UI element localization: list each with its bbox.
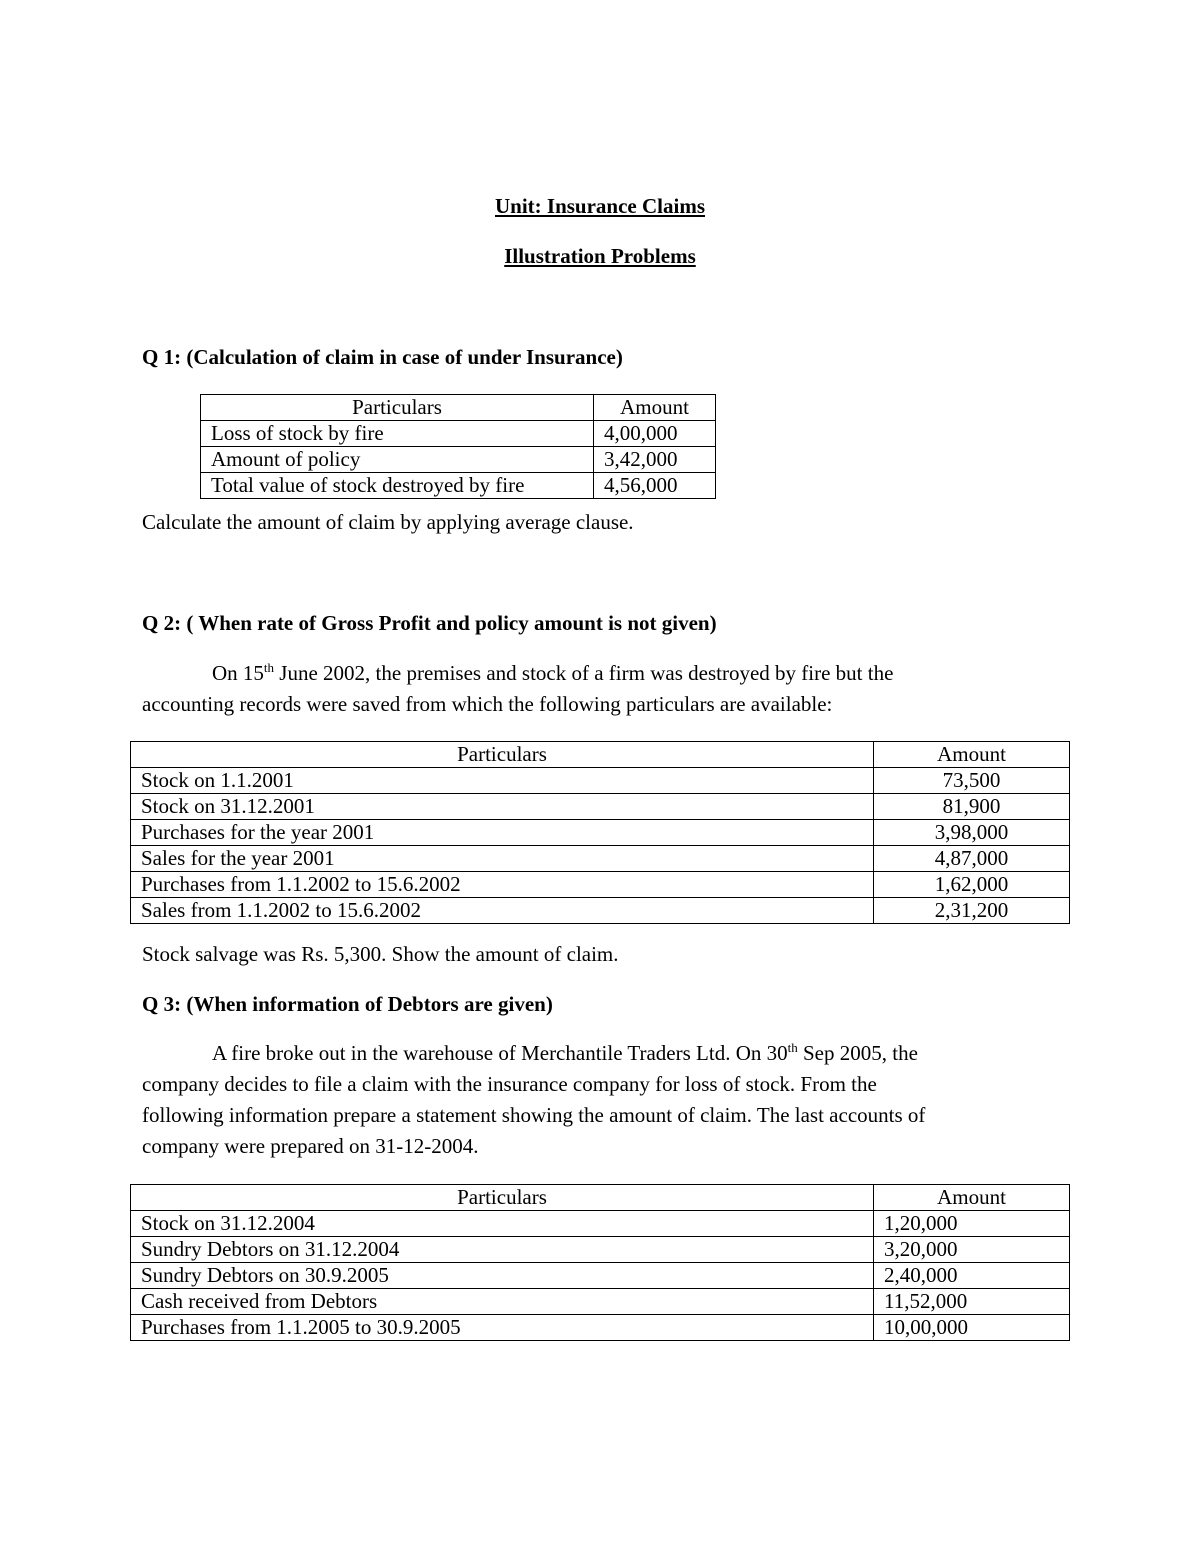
table-row <box>201 421 716 447</box>
cell-amount: 4,87,000 <box>874 846 1070 872</box>
table-row <box>131 1237 1070 1263</box>
table-header-row <box>131 742 1070 768</box>
table-row <box>131 1315 1070 1341</box>
q2-paragraph-line2: accounting records were saved from which the following particulars are available: <box>142 692 833 716</box>
q1-heading: Q 1: (Calculation of claim in case of under Insurance) <box>142 345 623 369</box>
q1-note: Calculate the amount of claim by applying average clause. <box>142 510 634 534</box>
cell-particular: Purchases from 1.1.2005 to 30.9.2005 <box>131 1315 874 1341</box>
header-amount: Amount <box>594 395 716 421</box>
cell-amount: 3,98,000 <box>874 820 1070 846</box>
table-row <box>131 768 1070 794</box>
q3-paragraph-line3: following information prepare a statement showing the amount of claim. The last accounts of <box>142 1103 926 1127</box>
table-row <box>131 1263 1070 1289</box>
page-title: Unit: Insurance Claims <box>494 194 705 218</box>
q3-paragraph-line4: company were prepared on 31-12-2004. <box>142 1134 479 1158</box>
table-row <box>131 898 1070 924</box>
cell-amount: 1,20,000 <box>874 1211 1070 1237</box>
table-row <box>131 1211 1070 1237</box>
table-header-row <box>201 395 716 421</box>
cell-particular: Sundry Debtors on 30.9.2005 <box>131 1263 874 1289</box>
q3-paragraph-line2: company decides to file a claim with the insurance company for loss of stock. From the <box>142 1072 877 1096</box>
q3-paragraph-line1: A fire broke out in the warehouse of Merchantile Traders Ltd. On 30th Sep 2005, the <box>212 1040 918 1065</box>
cell-amount: 2,31,200 <box>874 898 1070 924</box>
table-row <box>131 1289 1070 1315</box>
cell-amount: 11,52,000 <box>874 1289 1070 1315</box>
cell-particular: Loss of stock by fire <box>201 421 594 447</box>
table-row <box>131 872 1070 898</box>
cell-amount: 81,900 <box>874 794 1070 820</box>
cell-amount: 3,42,000 <box>594 447 716 473</box>
cell-particular: Total value of stock destroyed by fire <box>201 473 594 499</box>
table-row <box>201 473 716 499</box>
cell-particular: Sales for the year 2001 <box>131 846 874 872</box>
cell-particular: Sundry Debtors on 31.12.2004 <box>131 1237 874 1263</box>
q2-note: Stock salvage was Rs. 5,300. Show the amount of claim. <box>142 942 619 966</box>
q2-paragraph-line1: On 15th June 2002, the premises and stock of a firm was destroyed by fire but the <box>212 660 894 685</box>
q2-heading: Q 2: ( When rate of Gross Profit and policy amount is not given) <box>142 611 717 635</box>
table-row <box>131 794 1070 820</box>
cell-particular: Purchases for the year 2001 <box>131 820 874 846</box>
cell-amount: 4,56,000 <box>594 473 716 499</box>
header-amount: Amount <box>874 742 1070 768</box>
header-particulars: Particulars <box>201 395 594 421</box>
cell-particular: Sales from 1.1.2002 to 15.6.2002 <box>131 898 874 924</box>
page-subtitle: Illustration Problems <box>504 244 696 268</box>
table-row <box>131 846 1070 872</box>
cell-particular: Stock on 1.1.2001 <box>131 768 874 794</box>
q3-heading: Q 3: (When information of Debtors are given) <box>142 992 553 1016</box>
cell-particular: Stock on 31.12.2004 <box>131 1211 874 1237</box>
cell-particular: Purchases from 1.1.2002 to 15.6.2002 <box>131 872 874 898</box>
cell-particular: Amount of policy <box>201 447 594 473</box>
q3-table <box>130 1184 1070 1341</box>
header-amount: Amount <box>874 1185 1070 1211</box>
cell-amount: 1,62,000 <box>874 872 1070 898</box>
cell-amount: 10,00,000 <box>874 1315 1070 1341</box>
table-row <box>201 447 716 473</box>
cell-amount: 3,20,000 <box>874 1237 1070 1263</box>
table-row <box>131 820 1070 846</box>
cell-amount: 2,40,000 <box>874 1263 1070 1289</box>
cell-particular: Cash received from Debtors <box>131 1289 874 1315</box>
q1-table <box>200 394 716 499</box>
cell-amount: 73,500 <box>874 768 1070 794</box>
q2-table <box>130 741 1070 924</box>
header-particulars: Particulars <box>131 742 874 768</box>
table-header-row <box>131 1185 1070 1211</box>
header-particulars: Particulars <box>131 1185 874 1211</box>
cell-amount: 4,00,000 <box>594 421 716 447</box>
cell-particular: Stock on 31.12.2001 <box>131 794 874 820</box>
